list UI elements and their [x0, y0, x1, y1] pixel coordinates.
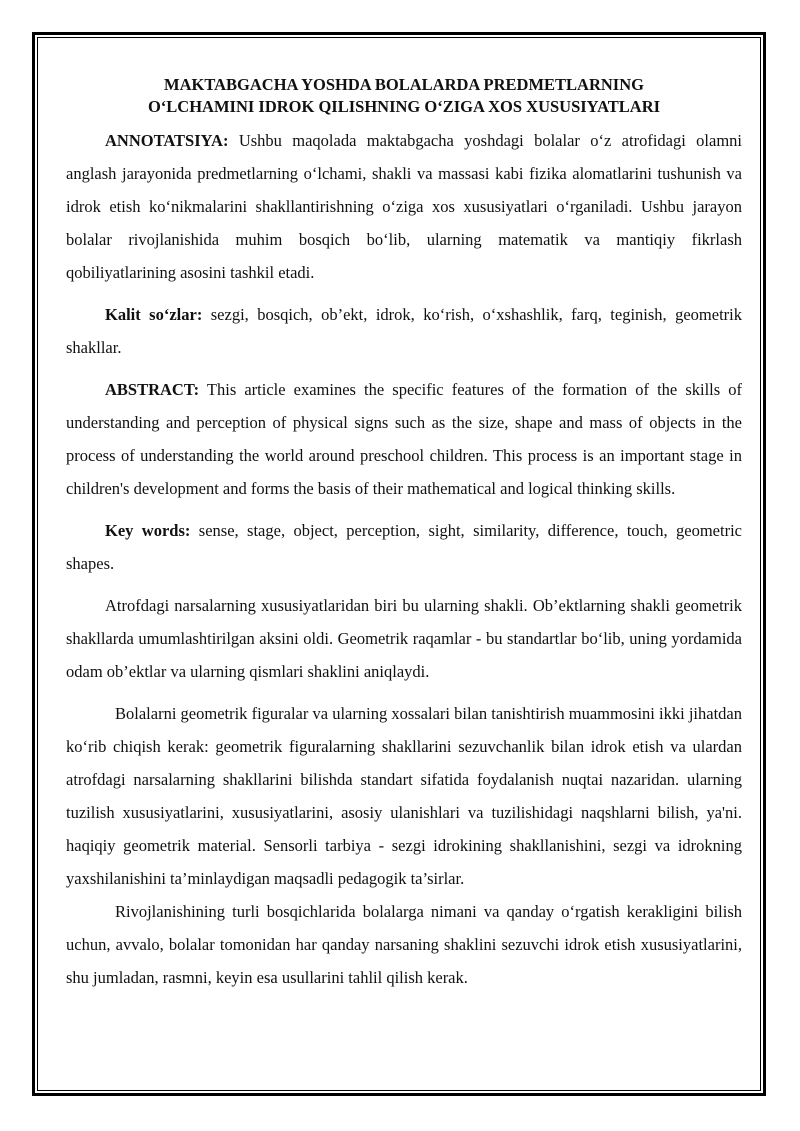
abstract-label: ABSTRACT:: [105, 380, 200, 399]
keywords-uz-paragraph: [66, 298, 742, 364]
keywords-en-label: Key words:: [105, 521, 191, 540]
article-title: [66, 74, 742, 118]
article-content: [66, 74, 742, 994]
body-paragraph-1: Atrofdagi narsalarning xususiyatlaridan biri bu ularning shakli. Ob’ektlarning shakli geometrik shakllarda umumlashtirilgan aksini oldi. Geometrik raqamlar - bu standartlar bo‘lib, uning yordamida odam ob’ektlar va ularning qismlari shaklini aniqlaydi.: [66, 596, 742, 681]
article-title-line-2: O‘LCHAMINI IDROK QILISHNING O‘ZIGA XOS XUSUSIYATLARI: [147, 97, 661, 116]
keywords-uz-label: Kalit so‘zlar:: [105, 305, 203, 324]
article-title-line-1: MAKTABGACHA YOSHDA BOLALARDA PREDMETLARNING: [164, 75, 644, 94]
annotation-paragraph: [66, 124, 742, 289]
annotation-text: Ushbu maqolada maktabgacha yoshdagi bolalar o‘z atrofidagi olamni anglash jarayonida predmetlarning o‘lchami, shakli va massasi kabi fizika alomatlarini tushunish va idrok etish ko‘nikmalarini shakllantirishning o‘ziga xos xususiyatlari o‘rganiladi. Ushbu jarayon bolalar rivojlanishida muhim bosqich bo‘lib, ularning matematik va mantiqiy fikrlash qobiliyatlarining asosini tashkil etadi.: [66, 131, 742, 282]
abstract-text: This article examines the specific features of the formation of the skills of understanding and perception of physical signs such as the size, shape and mass of objects in the process of understanding the world around preschool children. This process is an important stage in children's development and forms the basis of their mathematical and logical thinking skills.: [66, 380, 742, 498]
keywords-en-paragraph: [66, 514, 742, 580]
abstract-paragraph: [66, 373, 742, 505]
annotation-label: ANNOTATSIYA:: [105, 131, 229, 150]
body-paragraph-2: Bolalarni geometrik figuralar va ularning xossalari bilan tanishtirish muammosini ikki jihatdan ko‘rib chiqish kerak: geometrik figuralarning shakllarini sezuvchanlik bilan idrok etish va ulardan atrofdagi narsalarning shakllarini bilishda standart sifatida foydalanish nuqtai nazaridan. ularning tuzilish xususiyatlarini, xususiyatlarini, asosiy ulanishlari va tuzilishidagi naqshlarni bilish, ya'ni. haqiqiy geometrik material. Sensorli tarbiya - sezgi idrokining shakllanishini, sezgi va idrokning yaxshilanishini ta’minlaydigan maqsadli pedagogik ta’sirlar.: [66, 704, 742, 888]
body-paragraph-3: Rivojlanishining turli bosqichlarida bolalarga nimani va qanday o‘rgatish kerakligini bilish uchun, avvalo, bolalar tomonidan har qanday narsaning shaklini sezuvchi idrok etish xususiyatlarini, shu jumladan, rasmni, keyin esa usullarini tahlil qilish kerak.: [66, 902, 742, 987]
keywords-en-text: sense, stage, object, perception, sight, similarity, difference, touch, geometric shapes.: [66, 521, 742, 573]
keywords-uz-text: sezgi, bosqich, ob’ekt, idrok, ko‘rish, o‘xshashlik, farq, teginish, geometrik shakllar.: [66, 305, 742, 357]
